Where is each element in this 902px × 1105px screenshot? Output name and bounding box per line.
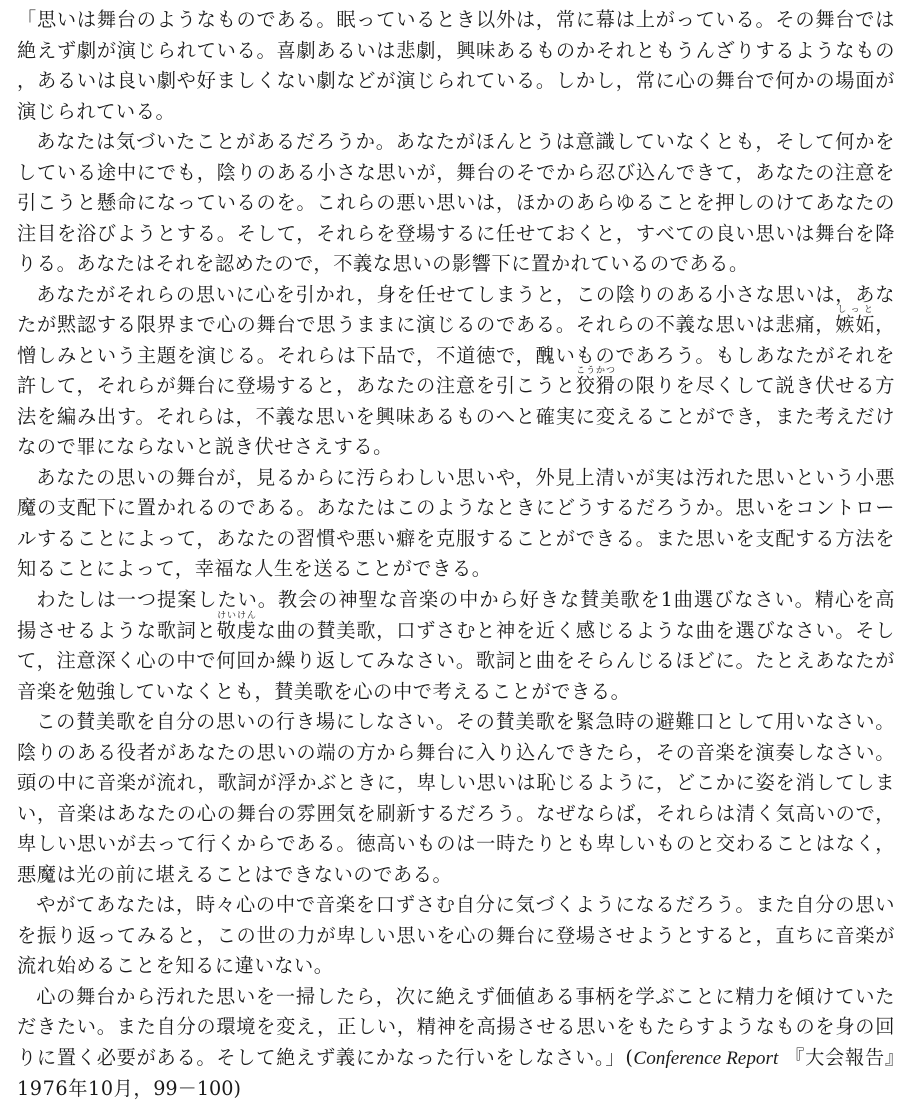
paragraph-7 (17, 890, 895, 982)
ruby-jealousy (835, 305, 876, 336)
paragraph-2-text: あなたは気づいたことがあるだろうか。あなたがほんとうは意識していなくとも，そして何かをしている途中にでも，陰りのある小さな思いが，舞台のそでから忍び込んできて，あなたの注意を引こうと懸命になっているのを。これらの悪い思いは，ほかのあらゆることを押しのけてあなたの注目を浴びようとする。そして，それらを登場するに任せておくと，すべての良い思いは舞台を降りる。あなたはそれを認めたので，不義な思いの影響下に置かれているのである。 (17, 130, 895, 275)
citation-title-ja: 『大会報告』1976年10月， (17, 1045, 896, 1100)
ruby-cunning (575, 366, 616, 397)
paragraph-5 (17, 585, 895, 708)
ruby-cunning-reading: こうかつ (575, 366, 616, 376)
paragraph-2 (17, 127, 895, 280)
ruby-jealousy-base: 嫉妬 (835, 313, 876, 336)
citation-pages: 99－100) (153, 1077, 241, 1100)
ruby-cunning-base: 狡猾 (575, 374, 616, 397)
paragraph-5-text-b: な曲の賛美歌，口ずさむと神を近く感じるような曲を選びなさい。そして，注意深く心の中で何回か繰り返してみなさい。歌詞と曲をそらんじるほどに。たとえあなたが音楽を勉強していなくとも，賛美歌を心の中で考えることができる。 (17, 618, 896, 703)
ruby-jealousy-reading: しっと (835, 305, 876, 315)
ruby-piety-base: 敬虔 (216, 618, 257, 642)
paragraph-3 (17, 280, 895, 463)
citation: (Conference Report 『大会報告』1976年10月，99－100) (17, 1045, 896, 1100)
paragraph-6 (17, 707, 895, 890)
paragraph-1 (17, 5, 895, 127)
document-page (17, 0, 896, 1100)
paragraph-1-text: 「思いは舞台のようなものである。眠っているとき以外は，常に幕は上がっている。その舞台では絶えず劇が演じられている。喜劇あるいは悲劇，興味あるものかそれともうんざりするようなもの，あるいは良い劇や好ましくない劇などが演じられている。しかし，常に心の舞台で何かの場面が演じられている。 (17, 8, 895, 123)
paragraph-8-text: 心の舞台から汚れた思いを一掃したら，次に絶えず価値ある事柄を学ぶことに精力を傾けていただきたい。また自分の環境を変え，正しい，精神を高揚させる思いをもたらすようなものを身の回りに置く必要がある。そして絶えず義にかなった行いをしなさい。」 (17, 984, 895, 1069)
paragraph-7-text: やがてあなたは，時々心の中で音楽を口ずさむ自分に気づくようになるだろう。また自分の思いを振り返ってみると，この世の力が卑しい思いを心の舞台に登場させようとすると，直ちに音楽が流れ始めることを知るに違いない。 (17, 893, 895, 977)
paragraph-4 (17, 463, 895, 585)
paragraph-4-text: あなたの思いの舞台が，見るからに汚らわしい思いや，外見上清いが実は汚れた思いという小悪魔の支配下に置かれるのである。あなたはこのようなときにどうするだろうか。思いをコントロールすることによって，あなたの習慣や悪い癖を克服することができる。また思いを支配する方法を知ることによって，幸福な人生を送ることができる。 (17, 465, 895, 580)
paragraph-3-text-b: ，憎しみという主題を演じる。それらは下品で，不道徳で，醜いものであろう。もしあなたがそれを許して，それらが舞台に登場すると，あなたの注意を引こうと (17, 313, 895, 397)
paragraph-6-text: この賛美歌を自分の思いの行き場にしなさい。その賛美歌を緊急時の避難口として用いなさい。陰りのある役者があなたの思いの端の方から舞台に入り込んできたら，その音楽を演奏しなさい。頭の中に音楽が流れ，歌詞が浮かぶときに，卑しい思いは恥じるように，どこかに姿を消してしまい，音楽はあなたの心の舞台の雰囲気を刷新するだろう。なぜならば，それらは清く気高いので，卑しい思いが去って行くからである。徳高いものは一時たりとも卑しいものと交わることはなく，悪魔は光の前に堪えることはできないのである。 (17, 710, 895, 886)
ruby-piety (216, 610, 257, 642)
paragraph-8 (17, 982, 895, 1105)
paragraph-3-text-a: あなたがそれらの思いに心を引かれ，身を任せてしまうと，この陰りのある小さな思いは，あなたが黙認する限界まで心の舞台で思うままに演じるのである。それらの不義な思いは悲痛， (17, 282, 895, 336)
ruby-piety-reading: けいけん (216, 610, 257, 621)
paragraph-5-text-a: わたしは一つ提案したい。教会の神聖な音楽の中から好きな賛美歌を1曲選びなさい。精心を高揚させるような歌詞と (17, 587, 895, 642)
citation-title-en: Conference Report (633, 1047, 779, 1069)
paragraph-3-text-c: の限りを尽くして説き伏せる方法を編み出す。それらは，不義な思いを興味あるものへと確実に変えることができ，また考えだけなので罪にならないと説き伏せさえする。 (17, 374, 895, 458)
